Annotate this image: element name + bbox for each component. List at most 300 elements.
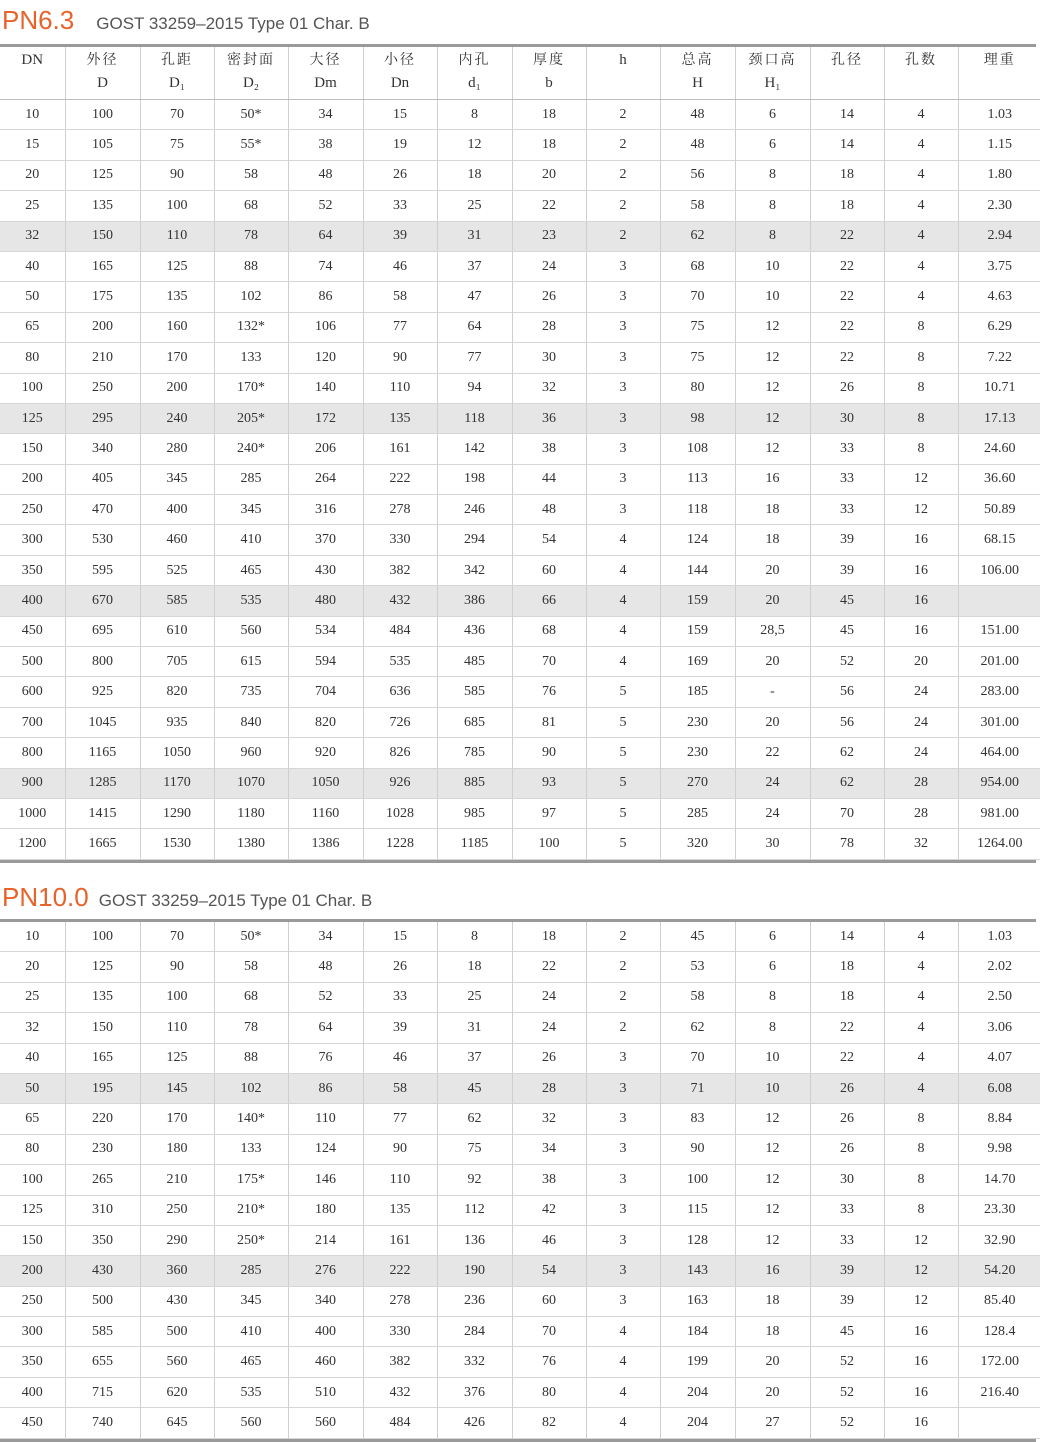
table-cell: 345 bbox=[140, 464, 214, 494]
table-cell: 405 bbox=[65, 464, 140, 494]
table-cell: 250 bbox=[0, 1286, 65, 1316]
table-cell: 58 bbox=[660, 982, 735, 1012]
table-cell: 594 bbox=[288, 647, 363, 677]
table-cell: 106 bbox=[288, 312, 363, 342]
column-header-label: 大径 bbox=[289, 49, 363, 72]
table-cell: 5 bbox=[586, 768, 660, 798]
column-header bbox=[958, 47, 1040, 100]
table-cell: 68.15 bbox=[958, 525, 1040, 555]
table-cell: 52 bbox=[810, 1377, 884, 1407]
table-cell: 180 bbox=[140, 1134, 214, 1164]
table-cell: 70 bbox=[140, 922, 214, 952]
table-cell: 146 bbox=[288, 1165, 363, 1195]
table-cell: 3 bbox=[586, 343, 660, 373]
table-cell: 23.30 bbox=[958, 1195, 1040, 1225]
table-cell: 8 bbox=[884, 343, 958, 373]
table-cell: 270 bbox=[660, 768, 735, 798]
table-cell: 100 bbox=[140, 191, 214, 221]
table-cell: 1530 bbox=[140, 829, 214, 859]
table-row bbox=[0, 130, 1040, 160]
table-cell: 484 bbox=[363, 616, 437, 646]
table-cell: 8 bbox=[735, 982, 810, 1012]
table-cell: 278 bbox=[363, 495, 437, 525]
table-header-row bbox=[0, 47, 1040, 100]
table-cell: 53 bbox=[660, 952, 735, 982]
column-header-label: 总高 bbox=[661, 49, 735, 72]
table-cell: 560 bbox=[288, 1408, 363, 1438]
table-cell: 36.60 bbox=[958, 464, 1040, 494]
table-cell: 48 bbox=[288, 952, 363, 982]
table-cell: 1290 bbox=[140, 798, 214, 828]
table-cell: 14 bbox=[810, 100, 884, 130]
table-cell: 150 bbox=[0, 434, 65, 464]
table-cell: 925 bbox=[65, 677, 140, 707]
table-cell: 108 bbox=[660, 434, 735, 464]
table-cell: 25 bbox=[0, 982, 65, 1012]
table-cell: 2.30 bbox=[958, 191, 1040, 221]
table-cell: 1386 bbox=[288, 829, 363, 859]
table-cell: 10 bbox=[0, 922, 65, 952]
table-cell: 200 bbox=[0, 464, 65, 494]
table-cell: 204 bbox=[660, 1377, 735, 1407]
table-cell: 2.50 bbox=[958, 982, 1040, 1012]
table-cell: 3 bbox=[586, 495, 660, 525]
table-cell: 135 bbox=[363, 403, 437, 433]
table-cell: 18 bbox=[735, 1317, 810, 1347]
table-cell: 704 bbox=[288, 677, 363, 707]
table-cell: 201.00 bbox=[958, 647, 1040, 677]
table-cell: 1665 bbox=[65, 829, 140, 859]
table-cell: 68 bbox=[660, 251, 735, 281]
table-cell: 285 bbox=[660, 798, 735, 828]
table-cell: 535 bbox=[363, 647, 437, 677]
table-cell: 198 bbox=[437, 464, 512, 494]
table-cell: 460 bbox=[288, 1347, 363, 1377]
table-cell: 16 bbox=[735, 1256, 810, 1286]
table-cell: 78 bbox=[810, 829, 884, 859]
table-cell: 76 bbox=[288, 1043, 363, 1073]
table-cell: 135 bbox=[65, 191, 140, 221]
table-row bbox=[0, 1195, 1040, 1225]
column-header bbox=[512, 47, 586, 100]
section1-standard: GOST 33259–2015 Type 01 Char. B bbox=[96, 14, 369, 34]
table-cell: 175* bbox=[214, 1165, 288, 1195]
table-cell: 70 bbox=[660, 282, 735, 312]
table-cell: 1028 bbox=[363, 798, 437, 828]
table-cell: 206 bbox=[288, 434, 363, 464]
table-cell: 44 bbox=[512, 464, 586, 494]
table-cell: 585 bbox=[140, 586, 214, 616]
table-cell: 48 bbox=[288, 160, 363, 190]
table-cell: 240* bbox=[214, 434, 288, 464]
table-cell: 16 bbox=[884, 1377, 958, 1407]
table-cell: 1285 bbox=[65, 768, 140, 798]
table-row bbox=[0, 191, 1040, 221]
table-cell: 19 bbox=[363, 130, 437, 160]
table-cell: 330 bbox=[363, 1317, 437, 1347]
table-cell: 15 bbox=[0, 130, 65, 160]
table-cell: 386 bbox=[437, 586, 512, 616]
table-cell: 5 bbox=[586, 677, 660, 707]
section2-pn-title: PN10.0 bbox=[2, 877, 89, 917]
table-cell: 3 bbox=[586, 312, 660, 342]
table-cell: 585 bbox=[65, 1317, 140, 1347]
table-cell: 294 bbox=[437, 525, 512, 555]
table-row bbox=[0, 677, 1040, 707]
table-cell: 436 bbox=[437, 616, 512, 646]
table-cell: 18 bbox=[810, 982, 884, 1012]
table-cell: 8 bbox=[884, 312, 958, 342]
column-header-label: 理重 bbox=[959, 49, 1040, 72]
table-cell: 52 bbox=[810, 1347, 884, 1377]
column-header-label: h bbox=[587, 49, 660, 72]
table-cell: 10 bbox=[735, 282, 810, 312]
table-cell: 64 bbox=[437, 312, 512, 342]
table-cell: 28 bbox=[512, 312, 586, 342]
table-cell: 172.00 bbox=[958, 1347, 1040, 1377]
table-cell: 20 bbox=[884, 647, 958, 677]
table-cell: 8 bbox=[735, 1013, 810, 1043]
table-row bbox=[0, 1013, 1040, 1043]
column-header-label: DN bbox=[0, 49, 65, 72]
table-cell: 2 bbox=[586, 221, 660, 251]
table-cell: 4 bbox=[586, 1408, 660, 1438]
table-cell: 140 bbox=[288, 373, 363, 403]
table-cell: 285 bbox=[214, 1256, 288, 1286]
table-cell: 110 bbox=[288, 1104, 363, 1134]
table-cell: 4.63 bbox=[958, 282, 1040, 312]
table-cell: 400 bbox=[0, 1377, 65, 1407]
table-cell: 4 bbox=[884, 191, 958, 221]
table-cell: 10 bbox=[735, 1043, 810, 1073]
column-header-label: 密封面 bbox=[215, 49, 288, 72]
table-cell: 340 bbox=[288, 1286, 363, 1316]
table-cell: 17.13 bbox=[958, 403, 1040, 433]
column-header-symbol: b bbox=[513, 72, 586, 95]
table-cell: 2 bbox=[586, 100, 660, 130]
table-cell: 163 bbox=[660, 1286, 735, 1316]
table-cell: 68 bbox=[214, 191, 288, 221]
table-cell: 12 bbox=[735, 373, 810, 403]
table-cell: 705 bbox=[140, 647, 214, 677]
table-cell: 345 bbox=[214, 1286, 288, 1316]
table-row bbox=[0, 586, 1040, 616]
table-cell: 1228 bbox=[363, 829, 437, 859]
table-cell: 4 bbox=[884, 922, 958, 952]
table-cell: 655 bbox=[65, 1347, 140, 1377]
table-cell: 90 bbox=[140, 952, 214, 982]
table-cell: 32 bbox=[512, 373, 586, 403]
column-header bbox=[735, 47, 810, 100]
table-cell: 144 bbox=[660, 555, 735, 585]
table-cell: 240 bbox=[140, 403, 214, 433]
table-cell: 1170 bbox=[140, 768, 214, 798]
table-cell: 70 bbox=[660, 1043, 735, 1073]
table-cell: 210 bbox=[140, 1165, 214, 1195]
table-cell: 500 bbox=[140, 1317, 214, 1347]
table-cell: 24 bbox=[884, 738, 958, 768]
table-cell: 22 bbox=[810, 312, 884, 342]
table-cell: 54 bbox=[512, 525, 586, 555]
table-cell: 22 bbox=[810, 1013, 884, 1043]
table-cell: 46 bbox=[512, 1225, 586, 1255]
table-cell: 33 bbox=[810, 464, 884, 494]
table-cell: 1160 bbox=[288, 798, 363, 828]
table-cell: 38 bbox=[288, 130, 363, 160]
column-header bbox=[288, 47, 363, 100]
table-cell: 70 bbox=[140, 100, 214, 130]
table-cell: 150 bbox=[65, 1013, 140, 1043]
table-cell: 5 bbox=[586, 829, 660, 859]
table-cell: 1200 bbox=[0, 829, 65, 859]
table-cell: 12 bbox=[735, 434, 810, 464]
table-cell: 50.89 bbox=[958, 495, 1040, 525]
table-cell: 60 bbox=[512, 555, 586, 585]
table-cell: 840 bbox=[214, 707, 288, 737]
table-cell: 22 bbox=[512, 952, 586, 982]
table-cell: 151.00 bbox=[958, 616, 1040, 646]
table-cell: 118 bbox=[437, 403, 512, 433]
table-cell: 97 bbox=[512, 798, 586, 828]
table-cell: 105 bbox=[65, 130, 140, 160]
table-cell: 620 bbox=[140, 1377, 214, 1407]
table-cell: 24 bbox=[512, 1013, 586, 1043]
table-cell: 80 bbox=[512, 1377, 586, 1407]
table-cell: 33 bbox=[810, 1195, 884, 1225]
table-cell: 8 bbox=[884, 1195, 958, 1225]
table-row bbox=[0, 922, 1040, 952]
table-cell: 26 bbox=[810, 373, 884, 403]
table-row bbox=[0, 221, 1040, 251]
table-cell: 700 bbox=[0, 707, 65, 737]
table-row bbox=[0, 1317, 1040, 1347]
table-cell: 90 bbox=[512, 738, 586, 768]
table-cell: 26 bbox=[810, 1104, 884, 1134]
table-row bbox=[0, 647, 1040, 677]
table-cell: 54.20 bbox=[958, 1256, 1040, 1286]
table-cell: 24 bbox=[735, 768, 810, 798]
table-cell: 230 bbox=[660, 707, 735, 737]
table-cell: 2 bbox=[586, 922, 660, 952]
table-cell: 70 bbox=[512, 647, 586, 677]
table-cell: 24 bbox=[512, 251, 586, 281]
table-cell: 535 bbox=[214, 1377, 288, 1407]
table-row bbox=[0, 251, 1040, 281]
table-cell: 100 bbox=[660, 1165, 735, 1195]
table-cell: 25 bbox=[437, 191, 512, 221]
table-cell: 920 bbox=[288, 738, 363, 768]
table-row bbox=[0, 1073, 1040, 1103]
table-cell: 204 bbox=[660, 1408, 735, 1438]
table-cell: 332 bbox=[437, 1347, 512, 1377]
table-cell: 39 bbox=[810, 555, 884, 585]
table-row bbox=[0, 1347, 1040, 1377]
table-cell: 283.00 bbox=[958, 677, 1040, 707]
table-row bbox=[0, 464, 1040, 494]
table-cell: 200 bbox=[140, 373, 214, 403]
table-cell: 62 bbox=[810, 768, 884, 798]
table-cell: 18 bbox=[512, 922, 586, 952]
table-cell: 5 bbox=[586, 738, 660, 768]
table-cell: 22 bbox=[810, 343, 884, 373]
table-row bbox=[0, 829, 1040, 859]
table-cell: 80 bbox=[0, 1134, 65, 1164]
table-cell: 50 bbox=[0, 1073, 65, 1103]
table-cell: 3 bbox=[586, 251, 660, 281]
table-cell: 16 bbox=[884, 616, 958, 646]
column-header-label: 小径 bbox=[364, 49, 437, 72]
table-cell: 82 bbox=[512, 1408, 586, 1438]
table-cell: 12 bbox=[884, 1225, 958, 1255]
table-cell: 100 bbox=[0, 373, 65, 403]
table-cell: 826 bbox=[363, 738, 437, 768]
column-header-label: 孔数 bbox=[885, 49, 958, 72]
section2-heading bbox=[0, 877, 372, 917]
table-cell: 34 bbox=[288, 100, 363, 130]
pn100-table bbox=[0, 922, 1040, 1439]
table-cell: 935 bbox=[140, 707, 214, 737]
table-cell: 10 bbox=[735, 1073, 810, 1103]
table-cell: 1070 bbox=[214, 768, 288, 798]
table-cell: 530 bbox=[65, 525, 140, 555]
table-cell: 77 bbox=[363, 312, 437, 342]
table-cell: 22 bbox=[512, 191, 586, 221]
table-cell: 80 bbox=[0, 343, 65, 373]
table-cell bbox=[958, 1408, 1040, 1438]
table-cell: 4 bbox=[586, 616, 660, 646]
table-cell: 52 bbox=[810, 647, 884, 677]
table-cell: 480 bbox=[288, 586, 363, 616]
table-cell: 133 bbox=[214, 1134, 288, 1164]
table-cell: 106.00 bbox=[958, 555, 1040, 585]
table-cell: 14 bbox=[810, 130, 884, 160]
table-cell: 2.02 bbox=[958, 952, 1040, 982]
table-cell: 37 bbox=[437, 251, 512, 281]
table-cell: 170 bbox=[140, 343, 214, 373]
table-cell: 76 bbox=[512, 1347, 586, 1377]
table-cell: 112 bbox=[437, 1195, 512, 1225]
table-cell: 3 bbox=[586, 434, 660, 464]
table-cell: 4 bbox=[586, 555, 660, 585]
table-cell: 3 bbox=[586, 1286, 660, 1316]
table-cell: 250 bbox=[0, 495, 65, 525]
table-cell: 4 bbox=[884, 100, 958, 130]
table-cell: 1050 bbox=[140, 738, 214, 768]
table-cell: 985 bbox=[437, 798, 512, 828]
table-cell: 45 bbox=[437, 1073, 512, 1103]
table-cell: 14 bbox=[810, 922, 884, 952]
table-cell: 26 bbox=[512, 1043, 586, 1073]
table-cell: 18 bbox=[512, 130, 586, 160]
table-cell: 3 bbox=[586, 282, 660, 312]
table-cell: 22 bbox=[810, 221, 884, 251]
table-cell: 30 bbox=[810, 403, 884, 433]
table-cell: 400 bbox=[0, 586, 65, 616]
table-cell: 33 bbox=[810, 434, 884, 464]
table-cell: 460 bbox=[140, 525, 214, 555]
table-cell: 400 bbox=[288, 1317, 363, 1347]
table-cell: 715 bbox=[65, 1377, 140, 1407]
table-cell: 40 bbox=[0, 1043, 65, 1073]
column-header-symbol: H₁ bbox=[736, 72, 810, 95]
table-cell: 820 bbox=[288, 707, 363, 737]
table-cell: 3 bbox=[586, 1256, 660, 1286]
table-cell: 45 bbox=[810, 616, 884, 646]
table-cell: 214 bbox=[288, 1225, 363, 1255]
table-cell: 40 bbox=[0, 251, 65, 281]
table-cell: 250* bbox=[214, 1225, 288, 1255]
table-cell: 4 bbox=[586, 525, 660, 555]
table-cell: 1264.00 bbox=[958, 829, 1040, 859]
table-cell: 200 bbox=[0, 1256, 65, 1286]
table-cell: 39 bbox=[363, 1013, 437, 1043]
table-cell: 70 bbox=[810, 798, 884, 828]
table-cell: 100 bbox=[512, 829, 586, 859]
table-cell: 33 bbox=[363, 191, 437, 221]
table-cell: 4 bbox=[884, 982, 958, 1012]
column-header-label: 厚度 bbox=[513, 49, 586, 72]
table-cell: 18 bbox=[810, 160, 884, 190]
column-header-label: 孔距 bbox=[141, 49, 214, 72]
column-header-label: 孔径 bbox=[811, 49, 884, 72]
table-cell: 88 bbox=[214, 251, 288, 281]
table-cell: 8 bbox=[437, 100, 512, 130]
table-cell: 32 bbox=[884, 829, 958, 859]
table-cell: 54 bbox=[512, 1256, 586, 1286]
table-cell: 75 bbox=[140, 130, 214, 160]
table-cell: 93 bbox=[512, 768, 586, 798]
table-cell: 65 bbox=[0, 312, 65, 342]
table-cell: 165 bbox=[65, 251, 140, 281]
table-cell: 16 bbox=[735, 464, 810, 494]
table-cell: 62 bbox=[810, 738, 884, 768]
table-cell: 382 bbox=[363, 1347, 437, 1377]
table-cell: 12 bbox=[735, 1134, 810, 1164]
table-cell: 12 bbox=[437, 130, 512, 160]
table-cell: 76 bbox=[512, 677, 586, 707]
table-row bbox=[0, 707, 1040, 737]
table-cell: 22 bbox=[810, 1043, 884, 1073]
table-cell: 16 bbox=[884, 586, 958, 616]
table-cell: 52 bbox=[288, 982, 363, 1012]
table-cell: 1.03 bbox=[958, 100, 1040, 130]
table-cell: 31 bbox=[437, 221, 512, 251]
table-cell: 1185 bbox=[437, 829, 512, 859]
table-cell: 45 bbox=[810, 1317, 884, 1347]
table-cell: 77 bbox=[363, 1104, 437, 1134]
table-cell: 100 bbox=[140, 982, 214, 1012]
table-cell: 170* bbox=[214, 373, 288, 403]
table-cell: 8 bbox=[735, 160, 810, 190]
table-cell: 58 bbox=[214, 160, 288, 190]
table-cell: 4 bbox=[884, 952, 958, 982]
table-cell: 464.00 bbox=[958, 738, 1040, 768]
table-cell: 75 bbox=[660, 343, 735, 373]
table-cell: 31 bbox=[437, 1013, 512, 1043]
table-cell: 88 bbox=[214, 1043, 288, 1073]
table-cell: 65 bbox=[0, 1104, 65, 1134]
table-cell: 42 bbox=[512, 1195, 586, 1225]
table-cell: 8 bbox=[884, 1104, 958, 1134]
table-cell: 38 bbox=[512, 434, 586, 464]
column-header-symbol: D₂ bbox=[215, 72, 288, 95]
table-cell: 110 bbox=[140, 221, 214, 251]
table-cell: 45 bbox=[660, 922, 735, 952]
table-cell: 30 bbox=[810, 1165, 884, 1195]
table-row bbox=[0, 1165, 1040, 1195]
table-cell: 12 bbox=[735, 403, 810, 433]
table-cell: 81 bbox=[512, 707, 586, 737]
